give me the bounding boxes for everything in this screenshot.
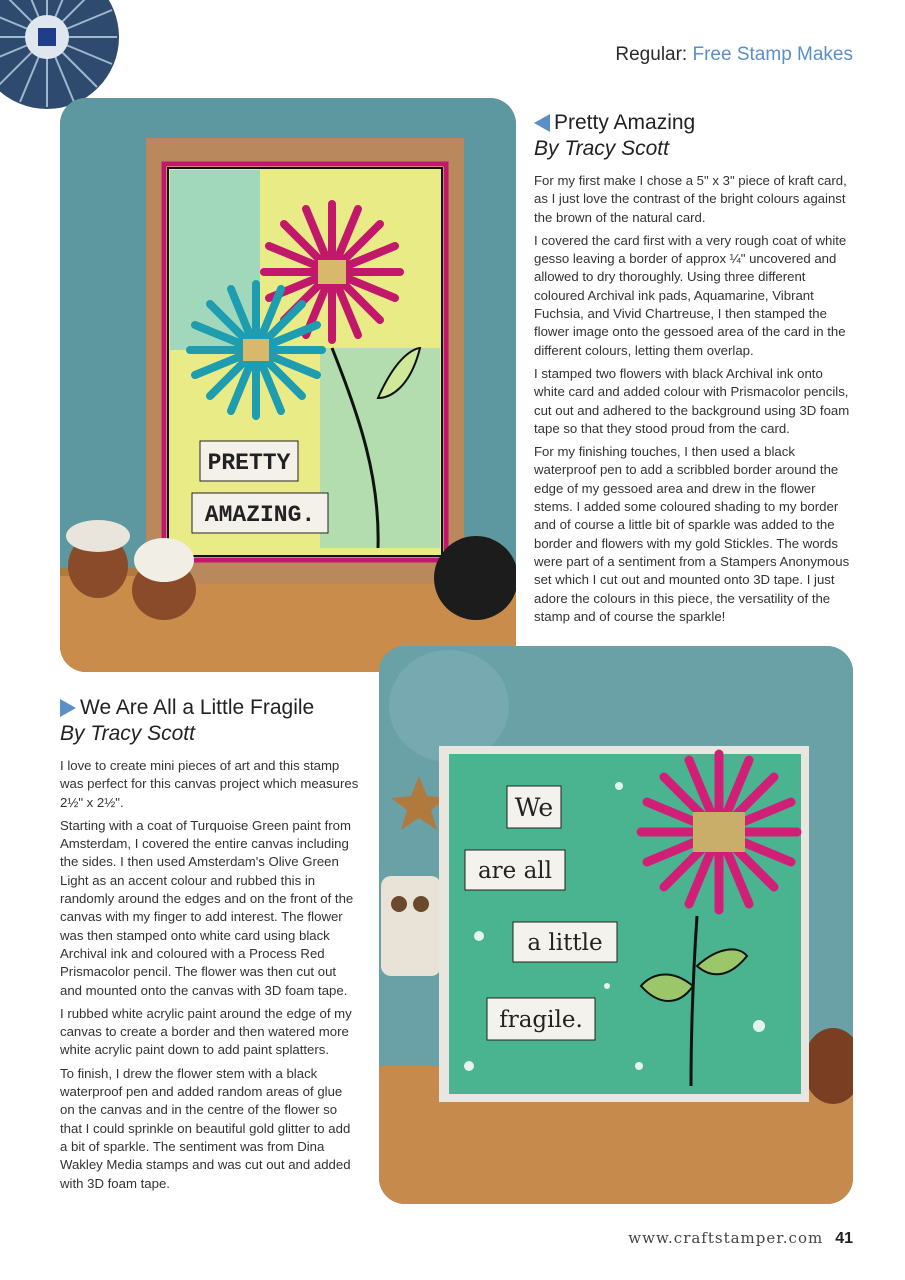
photo-pretty-amazing	[60, 98, 516, 672]
paragraph: I rubbed white acrylic paint around the edge of my canvas to create a border and then watered more white acrylic paint down to add paint splatters.	[60, 1005, 352, 1058]
page-number: 41	[835, 1230, 853, 1247]
article-little-fragile	[60, 695, 360, 1198]
footer-url: www.craftstamper.com	[628, 1229, 824, 1247]
article-title: We Are All a Little Fragile	[80, 696, 315, 719]
paragraph: I stamped two flowers with black Archival ink onto white card and added colour with Prismacolor pencils, cut out and adhered to the background using 3D foam tape so that they stood proud from the card.	[534, 365, 850, 436]
article-byline: By Tracy Scott	[534, 137, 669, 160]
section-header	[615, 44, 853, 66]
section-label: Regular:	[615, 44, 688, 65]
sentiment-word: PRETTY	[207, 450, 291, 476]
sentiment-word: fragile.	[499, 1007, 583, 1033]
triangle-left-icon	[534, 114, 550, 132]
sentiment-word: are all	[477, 858, 553, 884]
paragraph: To finish, I drew the flower stem with a black waterproof pen and added random areas of glue on the canvas and in the centre of the flower so that I could sprinkle on beautiful gold glitter to add a bit of sparkle. The sentiment was from Dina Wakley Media stamps and was cut out and added with 3D foam tape.	[60, 1065, 351, 1191]
section-title: Free Stamp Makes	[692, 44, 853, 65]
paragraph: I covered the card first with a very rough coat of white gesso leaving a border of approx ¼" uncovered and allowed to dry thoroughly. Using three different coloured Archival ink pads, Aquamarine, Vibrant Fuchsia, and Vivid Chartreuse, I then stamped the flower image onto the gessoed area of the card in the different colours, letting them overlap.	[534, 232, 847, 358]
paragraph: For my finishing touches, I then used a black waterproof pen to add a scribbled border around the edge of my gessoed area and drew in the flower stems. I added some coloured shading to my border and of course a little bit of sparkle was added to the border and flowers with my gold Stickles. The words were part of a sentiment from a Stampers Anonymous set which I cut out and mounted onto 3D tape. I just adore the colours in this piece, the versatility of the stamp and of course the sparkle!	[534, 444, 850, 624]
paragraph: For my first make I chose a 5" x 3" piece of kraft card, as I just love the contrast of the bright colours against the brown of the natural card.	[534, 173, 847, 225]
paragraph: I love to create mini pieces of art and this stamp was perfect for this canvas project which measures 2½" x 2½".	[60, 758, 359, 810]
paragraph: Starting with a coat of Turquoise Green paint from Amsterdam, I covered the entire canvas including the sides. I then used Amsterdam's Olive Green Light as an accent colour and rubbed this in randomly around the edges and on the front of the canvas with my finger to add interest. The flower was then stamped onto white card using black Archival ink and coloured with a Process Red Prismacolor pencil. The flower was then cut out and mounted onto the canvas with 3D foam tape.	[60, 817, 354, 998]
page-footer	[628, 1229, 853, 1248]
sentiment-word: a little	[527, 930, 603, 956]
sentiment-word: AMAZING.	[204, 502, 316, 528]
sentiment-word: We	[514, 793, 554, 822]
triangle-right-icon	[60, 699, 76, 717]
article-title: Pretty Amazing	[554, 111, 696, 134]
article-pretty-amazing	[534, 110, 854, 631]
photo-little-fragile	[379, 646, 853, 1204]
rosette-ornament	[0, 0, 122, 112]
article-byline: By Tracy Scott	[60, 722, 195, 745]
